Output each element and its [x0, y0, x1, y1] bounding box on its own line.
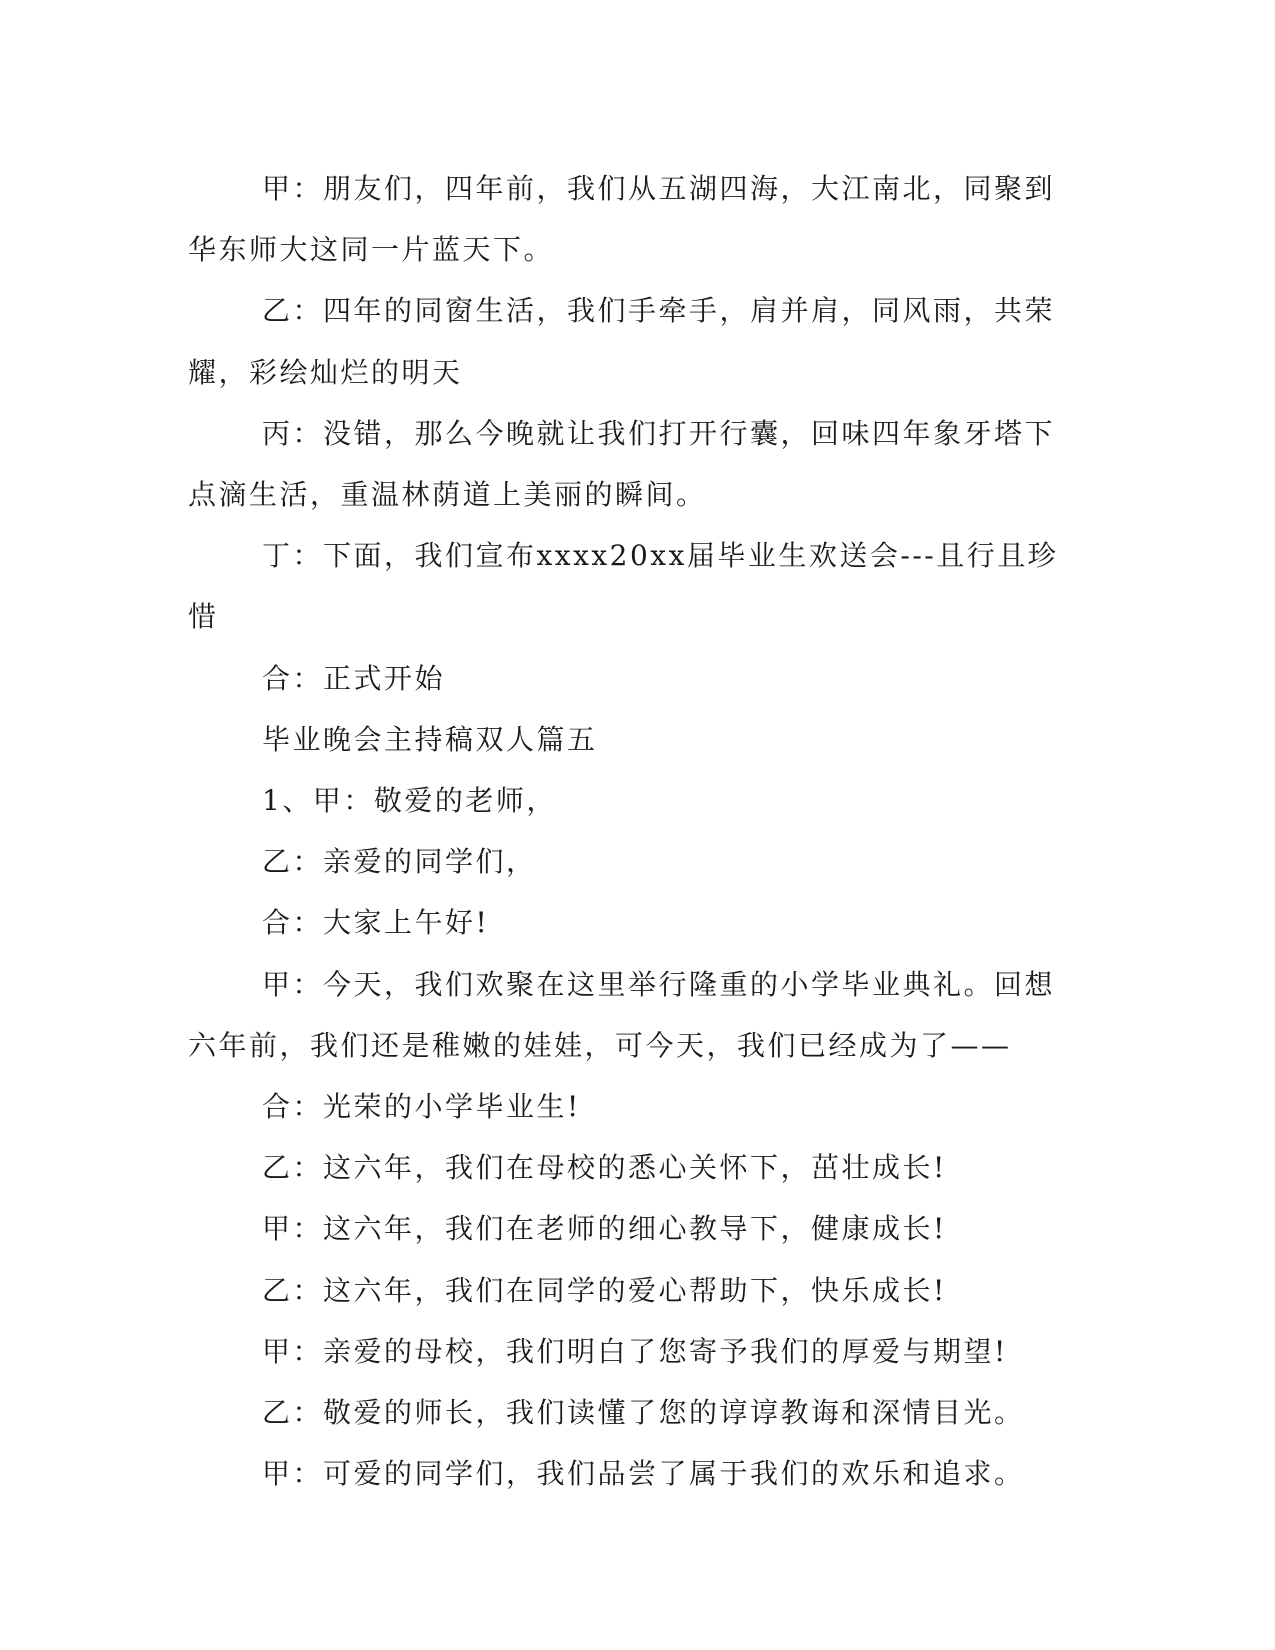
paragraph-he-graduates: 合：光荣的小学毕业生!	[262, 1090, 581, 1124]
document-body	[188, 158, 1068, 1504]
paragraph-jia-teachers: 1、甲：敬爱的老师，	[262, 784, 557, 818]
paragraph-jia-lovely-classmates: 甲：可爱的同学们，我们品尝了属于我们的欢乐和追求。	[262, 1457, 1025, 1491]
paragraph-he-start: 合：正式开始	[262, 661, 446, 695]
paragraph-yi-mentors: 乙：敬爱的师长，我们读懂了您的谆谆教诲和深情目光。	[262, 1396, 1025, 1430]
paragraph-yi-school-care: 乙：这六年，我们在母校的悉心关怀下，茁壮成长!	[262, 1151, 947, 1185]
paragraph-ding-announce: 丁：下面，我们宣布xxxx20xx届毕业生欢送会---且行且珍惜	[188, 539, 1059, 634]
paragraph-yi-classmates: 乙：四年的同窗生活，我们手牵手，肩并肩，同风雨，共荣耀，彩绘灿烂的明天	[188, 294, 1056, 389]
section-heading: 毕业晚会主持稿双人篇五	[262, 722, 598, 756]
paragraph-jia-alma-mater: 甲：亲爱的母校，我们明白了您寄予我们的厚爱与期望!	[262, 1334, 1008, 1368]
paragraph-jia-ceremony: 甲：今天，我们欢聚在这里举行隆重的小学毕业典礼。回想六年前，我们还是稚嫩的娃娃，可今天，我们已经成为了——	[188, 967, 1056, 1062]
paragraph-yi-classmate-help: 乙：这六年，我们在同学的爱心帮助下，快乐成长!	[262, 1273, 947, 1307]
paragraph-jia-teacher-guidance: 甲：这六年，我们在老师的细心教导下，健康成长!	[262, 1212, 947, 1246]
paragraph-he-greeting: 合：大家上午好!	[262, 906, 490, 940]
paragraph-jia-opening: 甲：朋友们，四年前，我们从五湖四海，大江南北，同聚到华东师大这同一片蓝天下。	[188, 172, 1056, 267]
paragraph-yi-students: 乙：亲爱的同学们，	[262, 845, 537, 879]
paragraph-bing-memories: 丙：没错，那么今晚就让我们打开行囊，回味四年象牙塔下点滴生活，重温林荫道上美丽的瞬间。	[188, 416, 1056, 512]
